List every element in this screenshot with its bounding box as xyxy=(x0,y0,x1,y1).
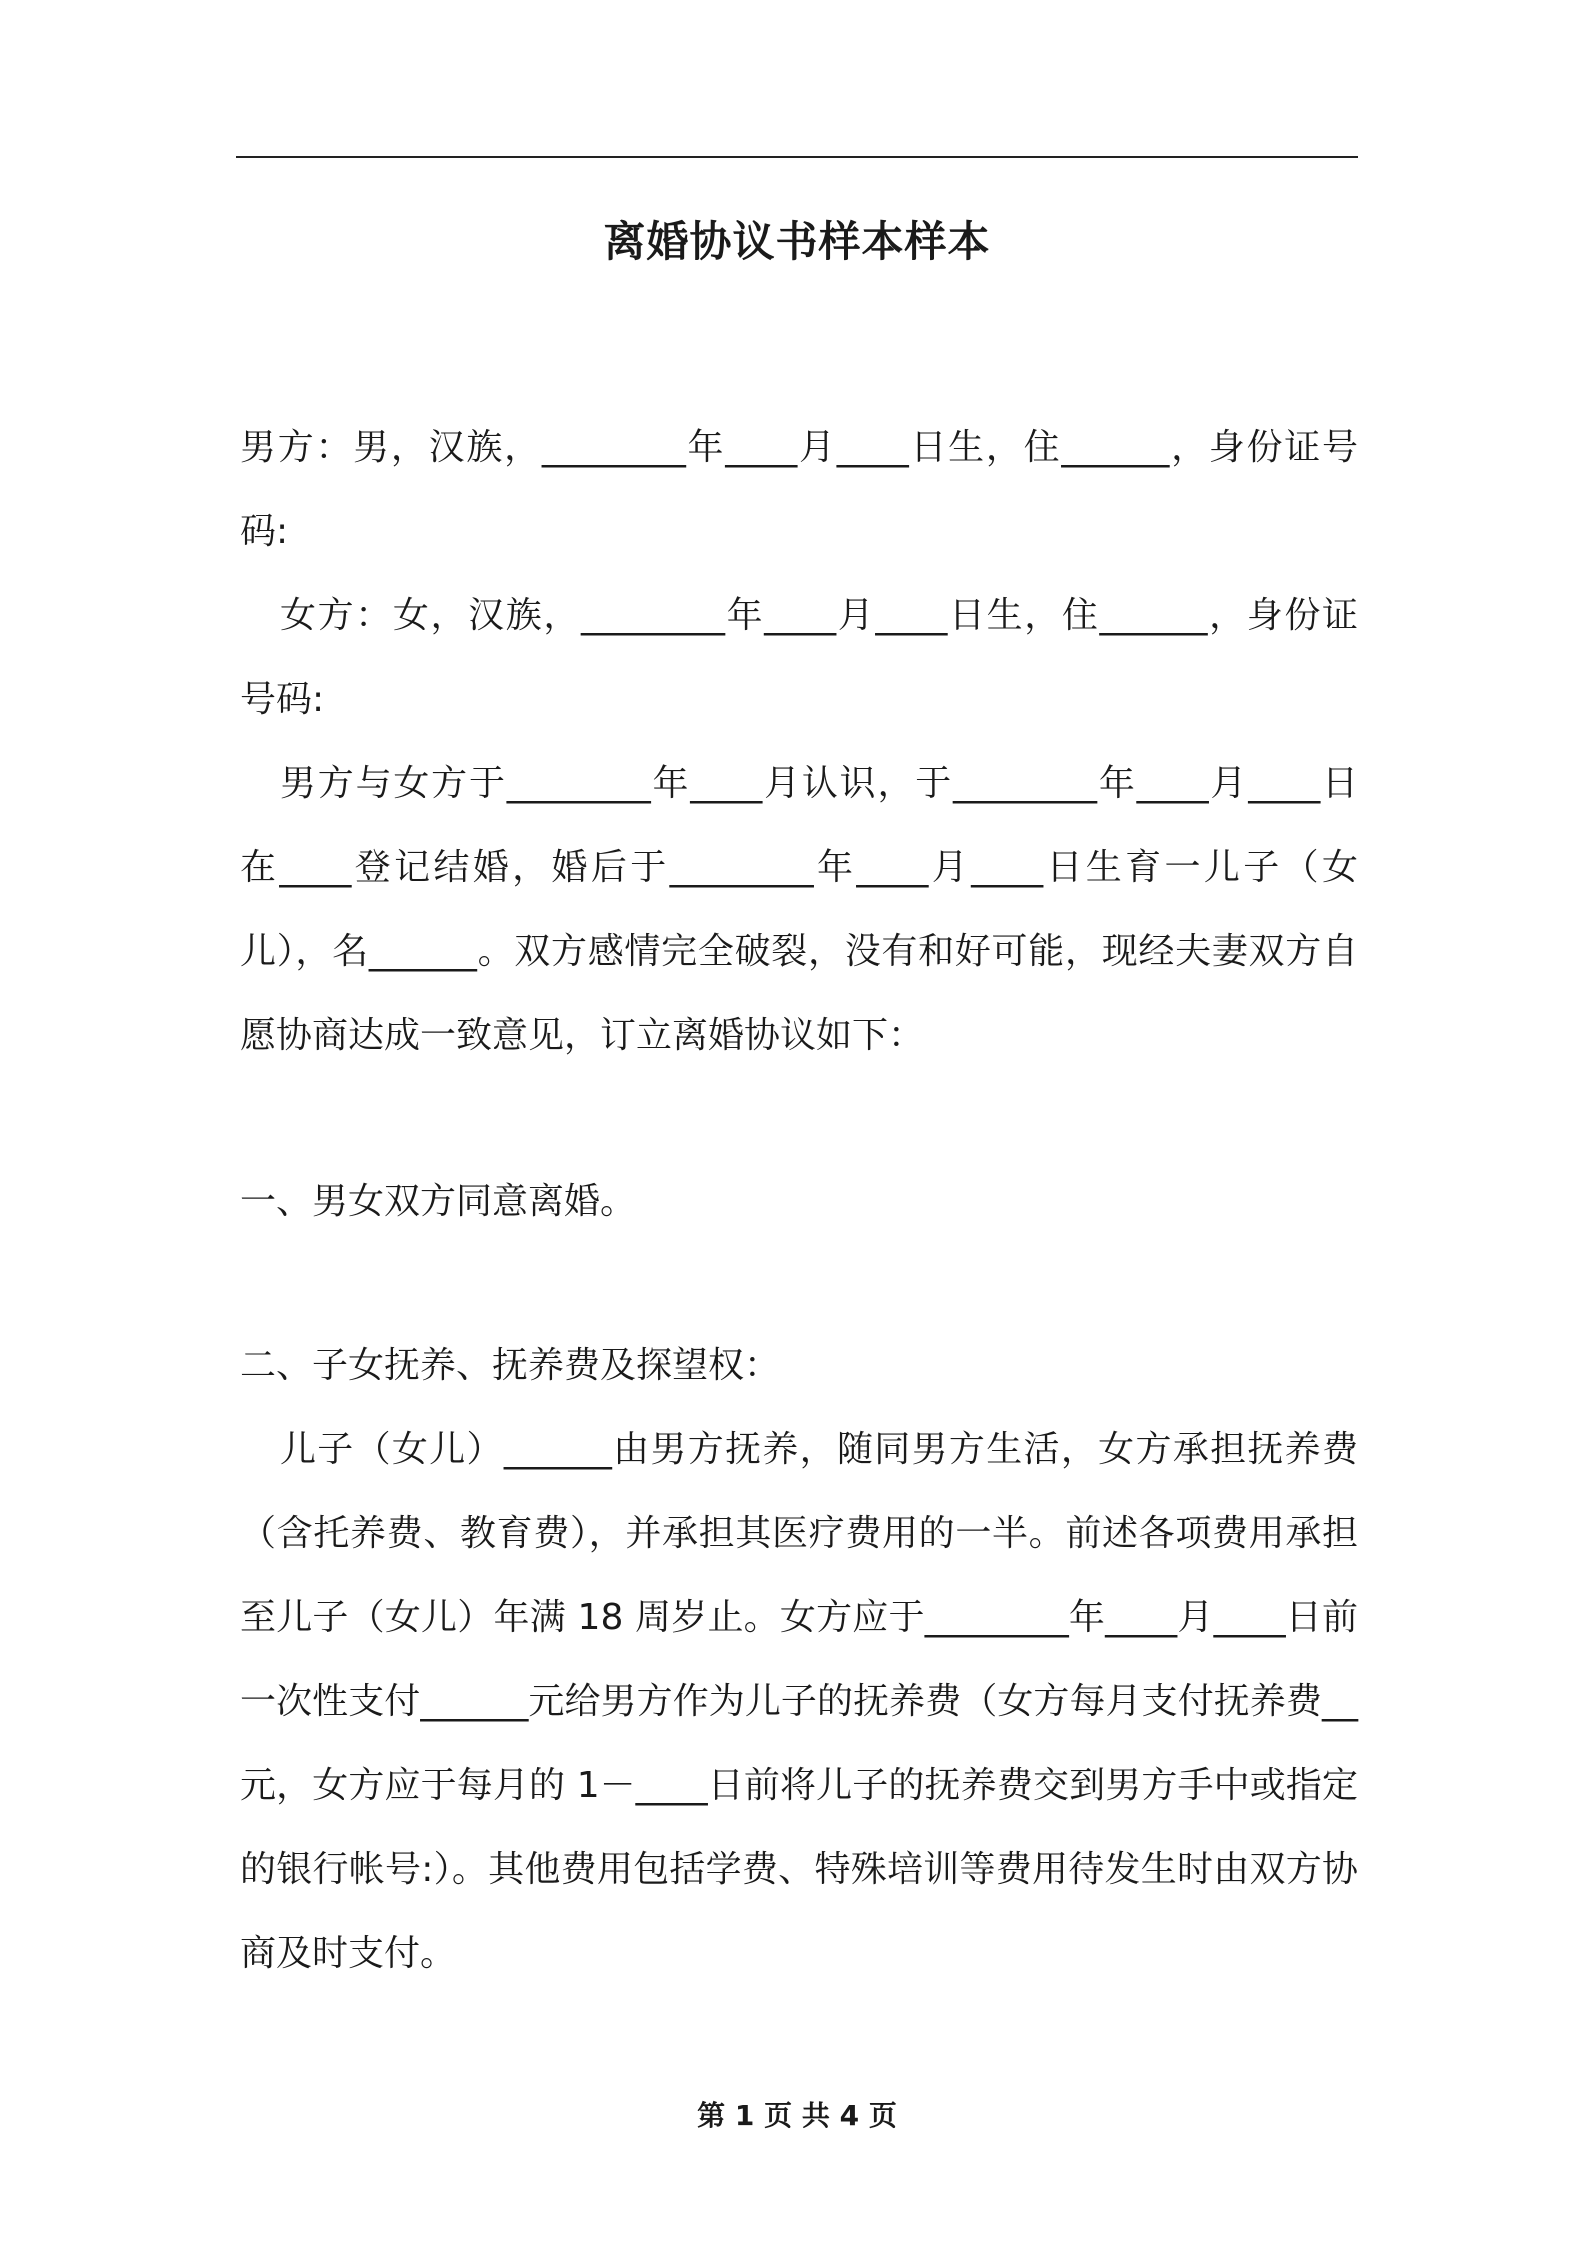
document-body xyxy=(240,406,1358,1996)
header-rule xyxy=(236,156,1358,158)
female-party-paragraph: 女方：女，汉族，________年____月____日生，住______，身份证号码: xyxy=(240,595,1358,720)
page-footer: 第 1 页 共 4 页 xyxy=(697,2099,897,2132)
document-title: 离婚协议书样本样本 xyxy=(603,217,991,266)
section-2-body-paragraph: 儿子（女儿）______由男方抚养，随同男方生活，女方承担抚养费（含托养费、教育费），并承担其医疗费用的一半。前述各项费用承担至儿子（女儿）年满 18 周岁止。女方应于________年____月____日前一次性支付______元给男方作为儿子的抚养费（女方每月支付抚养费__元，女方应于每月的 1－____日前将儿子的抚养费交到男方手中或指定的银行帐号:）。其他费用包括学费、特殊培训等费用待发生时由双方协商及时支付。 xyxy=(240,1429,1358,1974)
spacer xyxy=(240,1078,1358,1160)
male-party-paragraph: 男方：男，汉族，________年____月____日生，住______，身份证号码: xyxy=(240,427,1358,552)
section-1-heading: 一、男女双方同意离婚。 xyxy=(240,1181,637,1222)
spacer xyxy=(240,1244,1358,1324)
marriage-intro-paragraph: 男方与女方于________年____月认识，于________年____月____日在____登记结婚，婚后于________年____月____日生育一儿子（女儿），名______。双方感情完全破裂，没有和好可能，现经夫妻双方自愿协商达成一致意见，订立离婚协议如下： xyxy=(240,763,1358,1056)
section-2-heading: 二、子女抚养、抚养费及探望权： xyxy=(240,1345,781,1386)
